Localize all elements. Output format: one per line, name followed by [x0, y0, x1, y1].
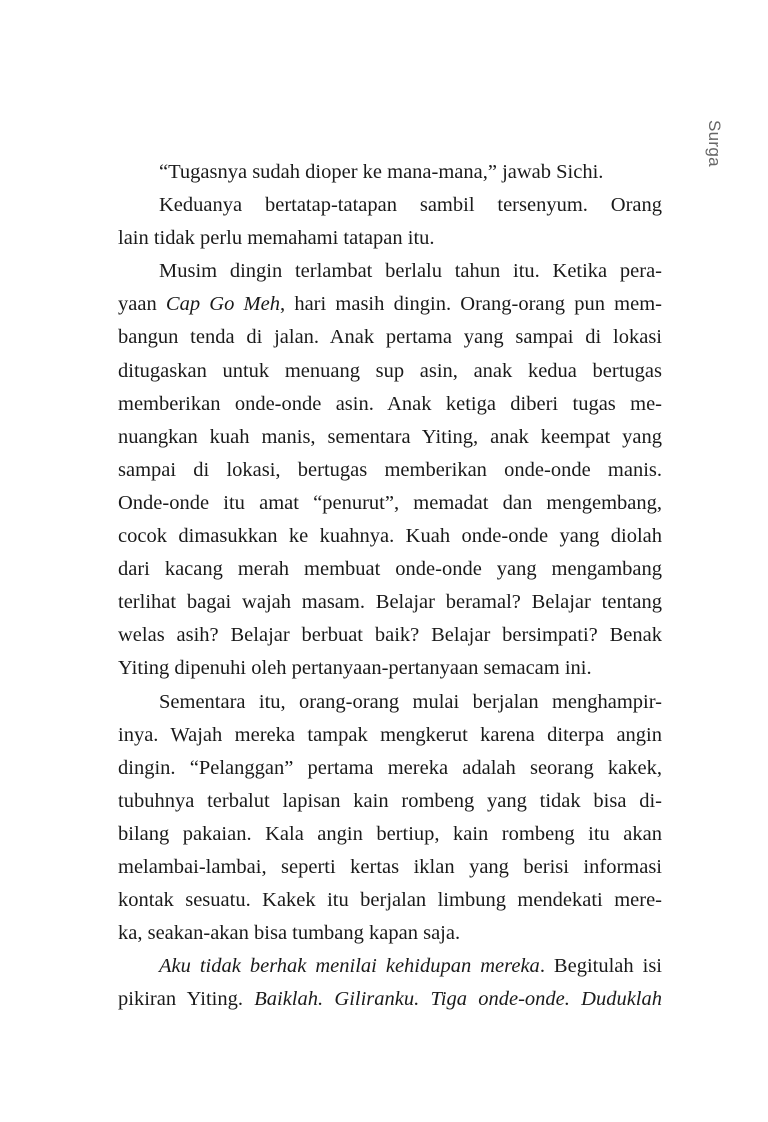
text-segment: Musim dingin terlambat berlalu tahun itu. Ketika pera- [159, 260, 662, 283]
italic-text: Aku tidak berhak menilai kehidupan mereka [159, 955, 540, 978]
text-line [118, 785, 662, 818]
text-segment: cocok dimasukkan ke kuahnya. Kuah onde-onde yang diolah [118, 525, 662, 548]
text-segment: welas asih? Belajar berbuat baik? Belajar bersimpati? Benak [118, 624, 662, 647]
italic-text: Baiklah. Giliranku. Tiga onde-onde. Duduklah [254, 988, 662, 1011]
text-segment: yaan [118, 293, 166, 316]
text-line [118, 586, 662, 619]
text-line [118, 156, 662, 189]
text-segment: Sementara itu, orang-orang mulai berjalan menghampir- [159, 690, 662, 713]
text-segment: melambai-lambai, seperti kertas iklan yang berisi informasi [118, 855, 662, 878]
text-line [118, 818, 662, 851]
text-segment: lain tidak perlu memahami tatapan itu. [118, 227, 435, 250]
text-line [118, 288, 662, 321]
text-line [118, 553, 662, 586]
text-segment: Keduanya bertatap-tatapan sambil tersenyum. Orang [159, 194, 662, 217]
text-line [118, 321, 662, 354]
text-line [118, 255, 662, 288]
text-segment: “Tugasnya sudah dioper ke mana-mana,” jawab Sichi. [159, 161, 604, 183]
text-segment: . Begitulah isi [539, 955, 662, 978]
text-line [118, 619, 662, 652]
text-segment: nuangkan kuah manis, sementara Yiting, anak keempat yang [118, 425, 662, 448]
text-segment: dingin. “Pelanggan” pertama mereka adalah seorang kakek, [118, 756, 662, 779]
text-line [118, 222, 662, 255]
text-segment: ditugaskan untuk menuang sup asin, anak kedua bertugas [118, 359, 662, 382]
text-segment: terlihat bagai wajah masam. Belajar beramal? Belajar tentang [118, 591, 662, 614]
text-line [118, 851, 662, 884]
text-line [118, 355, 662, 388]
text-segment: sampai di lokasi, bertugas memberikan onde-onde manis. [118, 458, 662, 481]
text-segment: pikiran Yiting. [118, 988, 255, 1011]
text-line [118, 686, 662, 719]
text-line [118, 752, 662, 785]
text-segment: memberikan onde-onde asin. Anak ketiga diberi tugas me- [118, 392, 662, 415]
running-header [690, 120, 736, 166]
text-line [118, 983, 662, 1016]
text-segment: , hari masih dingin. Orang-orang pun mem- [279, 293, 663, 316]
text-line [118, 917, 662, 950]
text-line [118, 950, 662, 983]
text-line [118, 421, 662, 454]
text-line [118, 520, 662, 553]
running-header-title: Surga [705, 120, 724, 167]
body-text [118, 156, 662, 1016]
italic-text: Cap Go Meh [165, 293, 280, 316]
text-line [118, 884, 662, 917]
text-line [118, 487, 662, 520]
text-line [118, 719, 662, 752]
text-segment: bilang pakaian. Kala angin bertiup, kain rombeng itu akan [118, 822, 662, 845]
text-line [118, 652, 662, 685]
text-segment: tubuhnya terbalut lapisan kain rombeng yang tidak bisa di- [118, 789, 662, 812]
text-line [118, 454, 662, 487]
text-segment: inya. Wajah mereka tampak mengkerut karena diterpa angin [118, 723, 662, 746]
text-line [118, 189, 662, 222]
text-segment: ka, seakan-akan bisa tumbang kapan saja. [118, 922, 461, 945]
text-segment: kontak sesuatu. Kakek itu berjalan limbung mendekati mere- [118, 889, 662, 912]
text-line [118, 388, 662, 421]
text-segment: dari kacang merah membuat onde-onde yang mengambang [118, 558, 662, 581]
text-segment: bangun tenda di jalan. Anak pertama yang sampai di lokasi [118, 326, 662, 349]
text-segment: Onde-onde itu amat “penurut”, memadat dan mengembang, [118, 491, 662, 514]
text-segment: Yiting dipenuhi oleh pertanyaan-pertanyaan semacam ini. [118, 657, 592, 680]
